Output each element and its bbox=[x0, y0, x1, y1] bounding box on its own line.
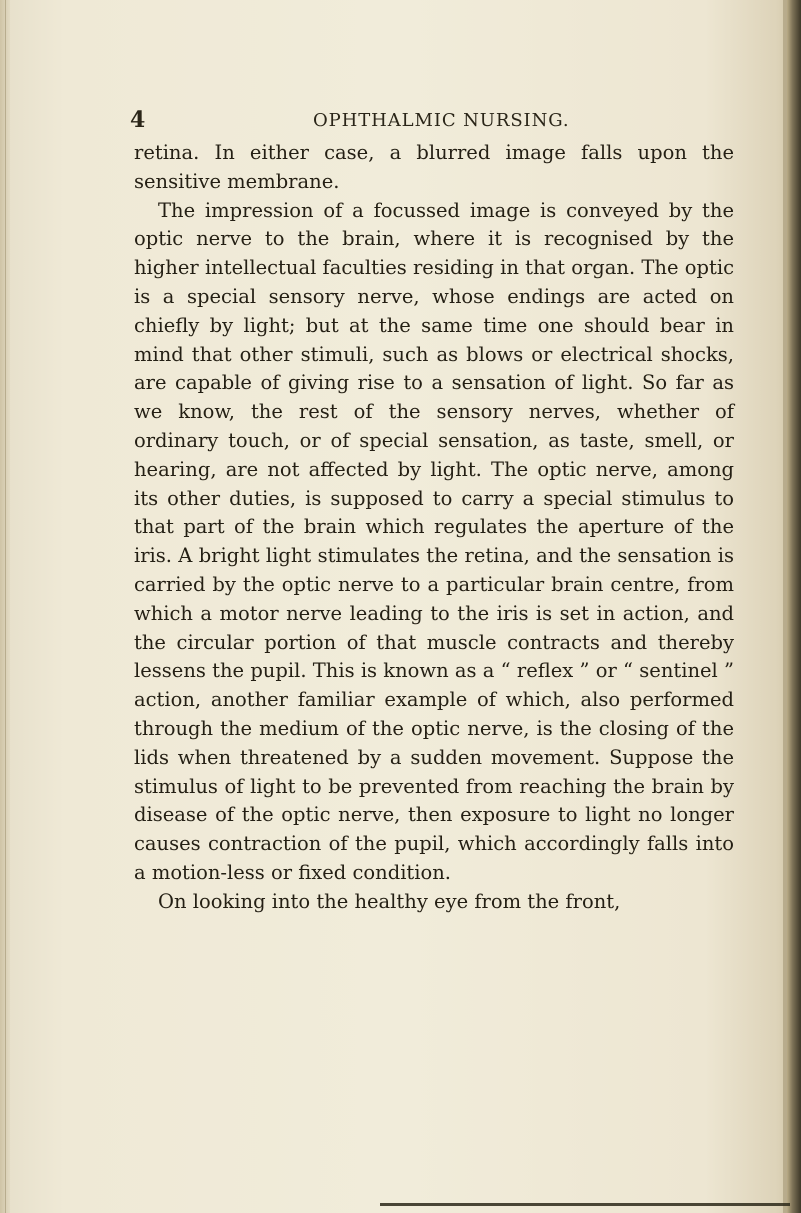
running-title: OPHTHALMIC NURSING. bbox=[313, 110, 570, 131]
paragraph-optic-nerve: The impression of a focussed image is conveyed by the optic nerve to the brain, where it is recognised by the higher intellectual faculties residing in that organ. The optic is a special sensory nerve, whose endings are acted on chiefly by light; but at the same time one should bear in mind that other stimuli, such as blows or electrical shocks, are capable of giving rise to a sensation of light. So far as we know, the rest of the sensory nerves, whether of ordinary touch, or of special sensation, as taste, smell, or hearing, are not affected by light. The optic nerve, among its other duties, is supposed to carry a special stimulus to that part of the brain which regulates the aperture of the iris. A bright light stimulates the retina, and the sensation is carried by the optic nerve to a particular brain centre, from which a motor nerve leading to the iris is set in action, and the circular portion of that muscle contracts and thereby lessens the pupil. This is known as a “ reflex ” or “ sentinel ” action, another familiar example of which, also performed through the medium of the optic nerve, is the closing of the lids when threatened by a sudden movement. Suppose the stimulus of light to be prevented from reaching the brain by disease of the optic nerve, then exposure to light no longer causes contraction of the pupil, which accordingly falls into a motion-less or fixed condition. bbox=[134, 198, 734, 884]
body-text bbox=[134, 139, 734, 917]
bottom-edge-rule bbox=[380, 1203, 790, 1206]
page-left-margin-line bbox=[5, 0, 6, 1213]
page-number: 4 bbox=[130, 107, 146, 133]
paragraph-continuation: retina. In either case, a blurred image falls upon the sensitive membrane. bbox=[134, 141, 734, 193]
paragraph-healthy-eye: On looking into the healthy eye from the front, bbox=[158, 889, 621, 913]
book-binding bbox=[787, 0, 801, 1213]
